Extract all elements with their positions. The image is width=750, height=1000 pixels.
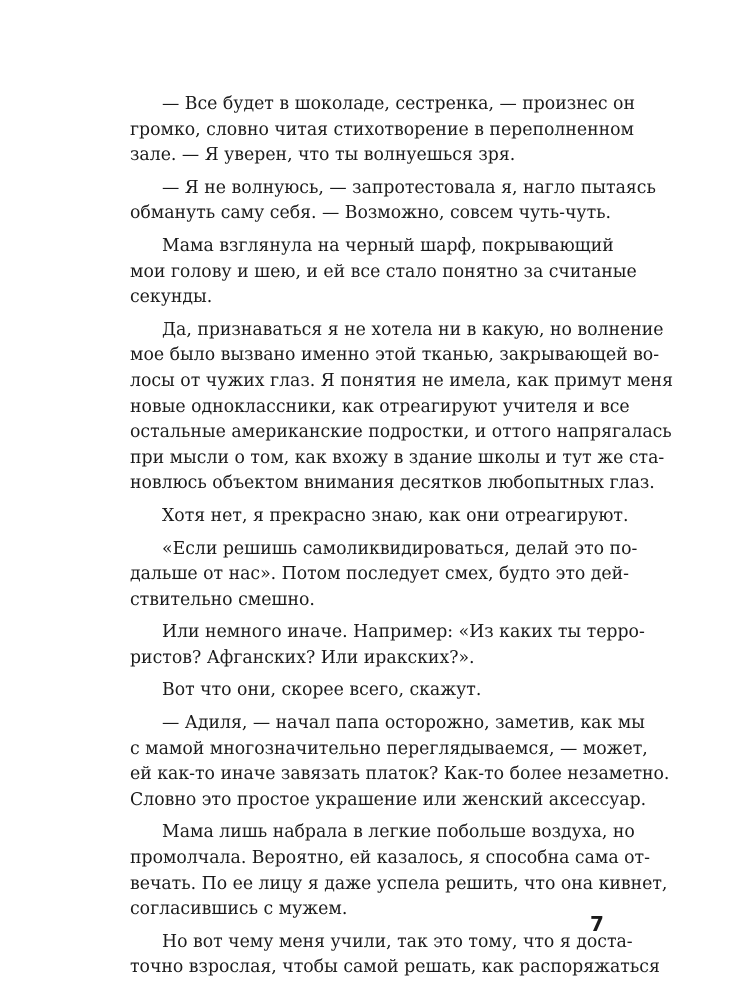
text-line: промолчала. Вероятно, ей казалось, я способна сама от-	[130, 848, 650, 869]
paragraph	[130, 318, 673, 497]
text-line: — Все будет в шоколаде, сестренка, — произнес он	[162, 94, 635, 114]
text-line: Да, признаваться я не хотела ни в какую, но волнение	[162, 319, 664, 340]
paragraph	[130, 537, 638, 614]
text-line: громко, словно читая стихотворение в переполненном	[130, 119, 634, 140]
text-line: зале. — Я уверен, что ты волнуешься зря.	[130, 145, 516, 166]
text-line: ствительно смешно.	[130, 589, 315, 610]
text-line: — Я не волнуюсь, — запротестовала я, нагло пытаясь	[162, 177, 656, 198]
text-line: ристов? Афганских? Или иракских?».	[130, 647, 475, 668]
text-line: мое было вызвано именно этой тканью, закрывающей во-	[130, 345, 660, 366]
text-line: «Если решишь самоликвидироваться, делай это по-	[162, 538, 638, 559]
paragraph	[130, 92, 635, 169]
paragraph	[130, 711, 670, 813]
text-line: вечать. По ее лицу я даже успела решить, что она кивнет,	[130, 873, 668, 894]
text-line: Мама взглянула на черный шарф, покрывающий	[162, 235, 614, 256]
paragraph	[130, 930, 660, 981]
text-line: с мамой многозначительно переглядываемся, — может,	[130, 738, 648, 759]
text-line: Или немного иначе. Например: «Из каких ты терро-	[162, 622, 645, 643]
text-line: новые одноклассники, как отреагируют учителя и все	[130, 396, 630, 417]
text-line: остальные американские подростки, и оттого напрягалась	[130, 422, 672, 443]
text-line: Но вот чему меня учили, так это тому, что я доста-	[162, 931, 633, 952]
text-line: ей как-то иначе завязать платок? Как-то более незаметно.	[130, 764, 670, 785]
text-line: лосы от чужих глаз. Я понятия не имела, как примут меня	[130, 370, 673, 391]
text-line: согласившись с мужем.	[130, 899, 348, 920]
text-line: дальше от нас». Потом последует смех, будто это дей-	[130, 564, 630, 585]
page-number: 7	[590, 912, 604, 936]
text-line: мои голову и шею, и ей все стало понятно за считаные	[130, 261, 637, 282]
paragraph	[130, 234, 637, 311]
text-line: — Адиля, — начал папа осторожно, заметив, как мы	[162, 713, 645, 734]
text-line: Хотя нет, я прекрасно знаю, как они отреагируют.	[162, 505, 629, 526]
text-line: обмануть саму себя. — Возможно, совсем чуть-чуть.	[130, 203, 612, 224]
paragraph	[130, 176, 656, 227]
text-line: новлюсь объектом внимания десятков любопытных глаз.	[130, 473, 655, 494]
paragraph	[130, 820, 668, 922]
text-line: точно взрослая, чтобы самой решать, как распоряжаться	[130, 957, 660, 978]
paragraph	[130, 620, 645, 671]
text-line: Вот что они, скорее всего, скажут.	[162, 680, 482, 701]
text-line: секунды.	[130, 287, 213, 308]
paragraph	[130, 504, 629, 530]
text-line: при мысли о том, как вхожу в здание школы и тут же ста-	[130, 447, 665, 468]
text-line: Словно это простое украшение или женский аксессуар.	[130, 789, 647, 810]
body-text	[130, 92, 673, 988]
paragraph	[130, 678, 606, 704]
text-line: Мама лишь набрала в легкие побольше воздуха, но	[162, 822, 635, 843]
